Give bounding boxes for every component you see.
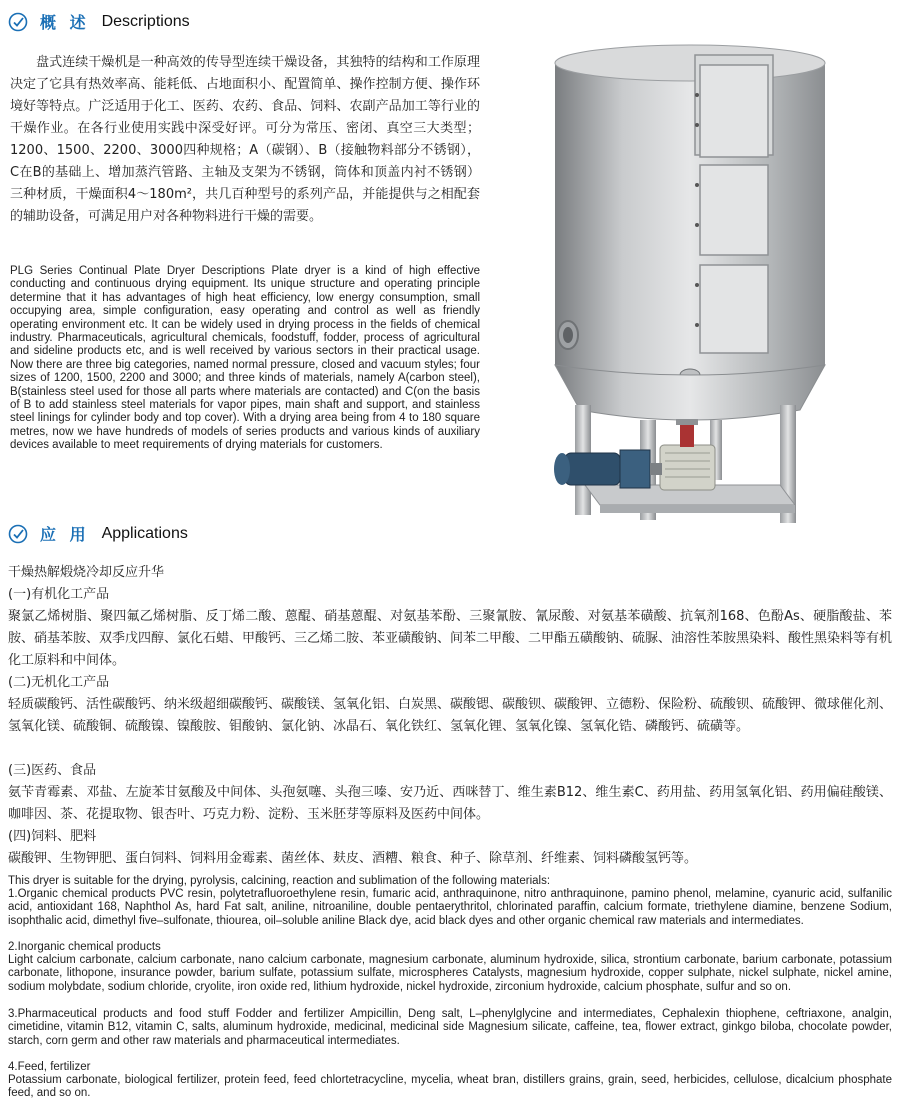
app-list-inorganic: 轻质碳酸钙、活性碳酸钙、纳米级超细碳酸钙、碳酸镁、氢氧化铝、白炭黑、碳酸锶、碳酸钡、碳酸钾、立德粉、保险粉、硫酸钡、硫酸钾、微球催化剂、氢氧化镁、硫酸铜、硫酸镍、镍酸胺、钼酸钠、氯化钠、冰晶石、氧化铁红、氢氧化锂、氢氧化镍、氢氧化锆、磷酸钙、硫磺等。 <box>8 697 893 734</box>
app-en-inorganic-heading: 2.Inorganic chemical products <box>8 941 161 953</box>
app-list-organic: 聚氯乙烯树脂、聚四氟乙烯树脂、反丁烯二酸、蒽醌、硝基蒽醌、对氨基苯酚、三聚氰胺、氰尿酸、对氨基苯磺酸、抗氧剂168、色酚As、硬脂酸盐、苯胺、硝基苯胺、双季戊四醇、氯化石蜡、甲酸钙、三乙烯二胺、苯亚磺酸钠、间苯二甲酸、二甲酯五磺酸钠、硫脲、油溶性苯胺黑染料、酸性黑染料等有机化工原料和中间体。 <box>8 609 893 668</box>
description-text-zh: 盘式连续干燥机是一种高效的传导型连续干燥设备，其独特的结构和工作原理决定了它具有热效率高、能耗低、占地面积小、配置简单、操作控制方便、操作环境好等特点。广泛适用于化工、医药、农药、食品、饲料、农副产品加工等行业的干燥作业。在各行业使用实践中深受好评。可分为常压、密闭、真空三大类型；1200、1500、2200、3000四种规格；A（碳钢）、B（接触物料部分不锈钢），C在B的基础上、增加蒸汽管路、主轴及支架为不锈钢，筒体和顶盖内衬不锈钢）三种材质，干燥面积4～180m²，共几百种型号的系列产品，并能提供与之相配套的辅助设备，可满足用户对各种物料进行干燥的需要。 <box>10 55 480 224</box>
app-category-feed: (四)饲料、肥料 <box>8 829 97 844</box>
app-en-intro: This dryer is suitable for the drying, pyrolysis, calcining, reaction and sublimation of the following materials: <box>8 875 551 887</box>
descriptions-header <box>8 10 190 33</box>
app-category-organic: (一)有机化工产品 <box>8 587 110 602</box>
check-circle-icon <box>8 12 28 32</box>
app-list-pharma: 氨苄青霉素、邓盐、左旋苯甘氨酸及中间体、头孢氨噻、头孢三嗪、安乃近、西咪替丁、维生素B12、维生素C、药用盐、药用氢氧化铝、药用偏硅酸镁、咖啡因、茶、花提取物、银杏叶、巧克力粉、淀粉、玉米胚芽等原料及医药中间体。 <box>8 785 892 822</box>
description-text-en: PLG Series Continual Plate Dryer Descriptions Plate dryer is a kind of high effective conducting and continuous drying equipment. Its unique structure and operating principle determine that it has advantages of high heat efficiency, low energy consumption, small occupying area, simple configuration, easy operating and control as well as friendly operating environment etc. It can be widely used in drying process in the fields of chemical industry. Pharmaceuticals, agricultural chemicals, foodstuff, fodder, process of agricultural and sideline products etc, and is well received by various sectors in their practical usage. Now there are three big categories, named normal pressure, closed and vacuum styles; four sizes of 1200, 1500, 2200 and 3000; and three kinds of materials, namely A(carbon steel), B(stainless steel used for those all parts where materials are contacted) and C(on the basis of B to add stainless steel materials for vapor pipes, main shaft and support, and stainless steel linings for cylinder body and top cover). With a drying area being from 4 to 180 square metres, now we have hundreds of models of series products and various kinds of auxiliary devices available to meet requirements of drying materials for customers. <box>10 265 480 452</box>
app-list-feed: 碳酸钾、生物钾肥、蛋白饲料、饲料用金霉素、菌丝体、麸皮、酒糟、粮食、种子、除草剂、纤维素、饲料磷酸氢钙等。 <box>8 851 698 866</box>
app-category-inorganic: (二)无机化工产品 <box>8 675 110 690</box>
app-en-pharma: 3.Pharmaceutical products and food stuff Fodder and fertilizer Ampicillin, Deng salt, L–phenylglycine and intermediates, Cephalexin thiophene, ceftriaxone, analgin, cimetidine, vitamin B12, vitamin C, salts, aluminum hydroxide, medicinal, medicinal side Magnesium silicate, caffeine, tea, flower extract, ginkgo biloba, chocolate powder, starch, corn germ and other raw materials and pharmaceutical intermediates. <box>8 1008 892 1047</box>
applications-title-en: Applications <box>101 524 188 542</box>
applications-header <box>8 522 188 545</box>
descriptions-title-en: Descriptions <box>101 12 190 30</box>
app-en-inorganic: Light calcium carbonate, calcium carbonate, nano calcium carbonate, magnesium carbonate, aluminum hydroxide, silica, strontium carbonate, barium carbonate, potassium carbonate, lithopone, insurance powder, barium sulfate, potassium sulfate, microspheres Catalysts, magnesium hydroxide, copper sulphate, nickel sulphate, nickel amine, sodium molybdate, sodium chloride, cryolite, iron oxide red, lithium hydroxide, nickel hydroxide, zirconium hydroxide, calcium phosphate, sulfur and so on. <box>8 954 892 993</box>
descriptions-title-zh: 概 述 <box>40 13 90 32</box>
app-en-feed-heading: 4.Feed, fertilizer <box>8 1061 91 1073</box>
app-en-feed: Potassium carbonate, biological fertilizer, protein feed, feed chlortetracycline, mycelia, wheat bran, distillers grains, grain, seed, herbicides, cellulose, dicalcium phosphate feed, and so on. <box>8 1074 892 1100</box>
applications-title-zh: 应 用 <box>40 525 90 544</box>
app-process-line: 干燥热解煅烧冷却反应升华 <box>8 565 165 580</box>
app-category-pharma: (三)医药、食品 <box>8 763 97 778</box>
plate-dryer-image <box>540 35 840 535</box>
check-circle-icon <box>8 524 28 544</box>
app-en-organic: 1.Organic chemical products PVC resin, polytetrafluoroethylene resin, fumaric acid, anthraquinone, nitro anthraquinone, pamino phenol, melamine, cyanuric acid, sulfanilic acid, antioxidant 168, Naphthol As, hard Fat salt, aniline, nitroaniline, double pentaerythritol, chlorinated paraffin, calcium formate, triethylene diamine, benzene Sodium, isophthalic acid, dimethyl five–sulfonate, thiourea, oil–soluble aniline Black dye, acid black dyes and other organic chemical raw materials and intermediates. <box>8 888 892 927</box>
